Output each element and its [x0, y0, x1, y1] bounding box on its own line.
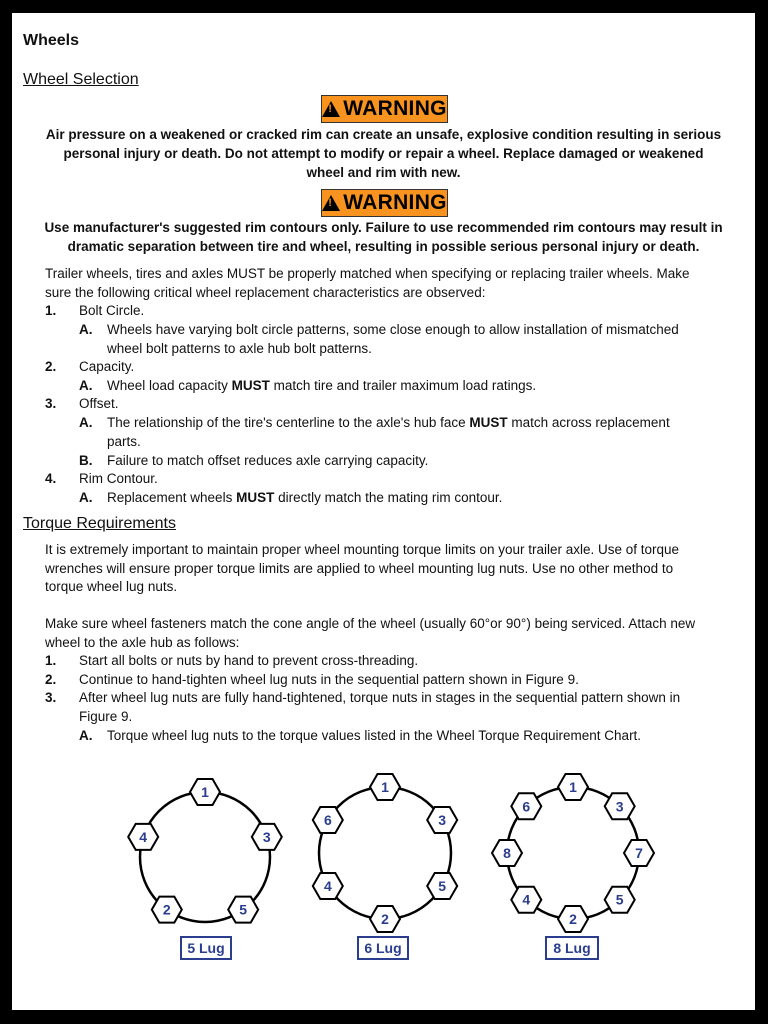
paragraph-line: wheel to the axle hub as follows: — [45, 634, 240, 650]
text-run: directly match the mating rim contour. — [274, 490, 503, 505]
lug-sequence-number: 3 — [438, 812, 447, 828]
intro-line: Trailer wheels, tires and axles MUST be properly matched when specifying or replacing trailer wheels. Make — [45, 266, 690, 281]
wheel-diagram — [128, 779, 282, 923]
step-number: 2. — [45, 672, 57, 687]
sub-item-letter: A. — [79, 490, 93, 505]
lug-sequence-number: 1 — [201, 784, 209, 800]
lug-sequence-number: 1 — [569, 779, 577, 795]
paragraph-line: It is extremely important to maintain proper wheel mounting torque limits on your trailer axle. Use of torque — [45, 542, 680, 557]
lug-sequence-number: 4 — [522, 891, 531, 908]
wheel-rim — [319, 787, 451, 919]
lug-sequence-number: 1 — [381, 779, 389, 795]
lug-sequence-number: 2 — [569, 911, 577, 927]
lug-sequence-number: 4 — [139, 828, 148, 845]
document-page — [12, 13, 755, 1010]
text-run: Wheel load capacity — [107, 378, 232, 393]
item-number: 1. — [45, 303, 57, 318]
warning-line: dramatic separation between tire and wheel, resulting in possible serious personal injury or death. — [67, 239, 700, 254]
lug-sequence-number: 2 — [381, 911, 389, 927]
emphasis: MUST — [236, 490, 275, 505]
intro-line: sure the following critical wheel replacement characteristics are observed: — [45, 284, 486, 300]
lug-sequence-number: 8 — [503, 845, 511, 861]
figure-label-6-lug: 6 Lug — [357, 936, 409, 960]
lug-sequence-number: 3 — [262, 828, 271, 845]
lug-sequence-number: 5 — [239, 901, 248, 918]
paragraph-line: Make sure wheel fasteners match the cone angle of the wheel (usually 60°or 90°) being serviced. Attach new — [45, 616, 696, 631]
step-number: 1. — [45, 653, 57, 668]
sub-item-letter: A. — [79, 378, 93, 393]
emphasis: MUST — [231, 378, 270, 393]
sub-item-line: wheel bolt patterns to axle hub bolt patterns. — [107, 340, 372, 356]
step-line: After wheel lug nuts are fully hand-tightened, torque nuts in stages in the sequential pattern shown in — [79, 690, 681, 705]
sub-item-line: parts. — [107, 433, 141, 449]
wheel-diagram — [492, 774, 654, 932]
section-heading-torque: Torque Requirements — [23, 515, 176, 532]
lug-sequence-number: 2 — [162, 901, 171, 918]
item-number: 2. — [45, 359, 57, 374]
lug-sequence-number: 5 — [615, 891, 624, 908]
sub-item-letter: A. — [79, 322, 93, 337]
figure-label-8-lug: 8 Lug — [545, 936, 599, 960]
warning-label: WARNING — [343, 97, 447, 120]
item-number: 4. — [45, 471, 57, 486]
sub-step-text: Torque wheel lug nuts to the torque values listed in the Wheel Torque Requirement Chart. — [107, 728, 642, 743]
paragraph-line: wrenches will ensure proper torque limits are applied to wheel mounting lug nuts. Use no other method to — [45, 560, 674, 576]
sub-item-letter: B. — [79, 453, 93, 468]
warning-line: Air pressure on a weakened or cracked rim can create an unsafe, explosive condition resulting in serious — [45, 127, 722, 142]
figure-label-5-lug: 5 Lug — [180, 936, 232, 960]
page-title: Wheels — [23, 32, 80, 49]
section-heading-wheel-selection: Wheel Selection — [23, 71, 139, 88]
lug-pattern-figure — [12, 13, 755, 1010]
warning-line: personal injury or death. Do not attempt to modify or repair a wheel. Replace damaged or weakened — [63, 146, 704, 161]
list-item-label: Offset. — [79, 396, 119, 411]
step-line: Figure 9. — [79, 708, 133, 724]
text-run: match across replacement — [507, 415, 670, 430]
warning-line: wheel and rim with new. — [306, 165, 461, 180]
warning-label: WARNING — [343, 191, 447, 214]
list-item-label: Rim Contour. — [79, 471, 158, 486]
sub-step-letter: A. — [79, 728, 93, 743]
lug-sequence-number: 6 — [522, 798, 531, 815]
warning-line: Use manufacturer's suggested rim contours only. Failure to use recommended rim contours may result in — [44, 220, 723, 235]
list-item-label: Capacity. — [79, 359, 135, 374]
lug-sequence-number: 6 — [323, 812, 332, 828]
list-item-label: Bolt Circle. — [79, 303, 145, 318]
text-run: match tire and trailer maximum load ratings. — [269, 378, 537, 393]
lug-sequence-number: 4 — [323, 878, 332, 894]
step-text: Continue to hand-tighten wheel lug nuts in the sequential pattern shown in Figure 9. — [79, 672, 579, 687]
lug-sequence-number: 7 — [635, 845, 643, 861]
sub-item-letter: A. — [79, 415, 93, 430]
wheel-diagram — [313, 774, 457, 932]
lug-sequence-number: 5 — [438, 878, 447, 894]
item-number: 3. — [45, 396, 57, 411]
sub-item-line: Wheels have varying bolt circle patterns, some close enough to allow installation of mismatched — [107, 322, 679, 337]
text-run: The relationship of the tire's centerline to the axle's hub face — [107, 415, 470, 430]
lug-sequence-number: 3 — [615, 798, 624, 815]
step-number: 3. — [45, 690, 57, 705]
paragraph-line: torque wheel lug nuts. — [45, 579, 178, 594]
step-text: Start all bolts or nuts by hand to prevent cross-threading. — [79, 653, 419, 668]
text-run: Replacement wheels — [107, 490, 237, 505]
emphasis: MUST — [469, 415, 508, 430]
sub-item-text: Failure to match offset reduces axle carrying capacity. — [107, 453, 429, 468]
